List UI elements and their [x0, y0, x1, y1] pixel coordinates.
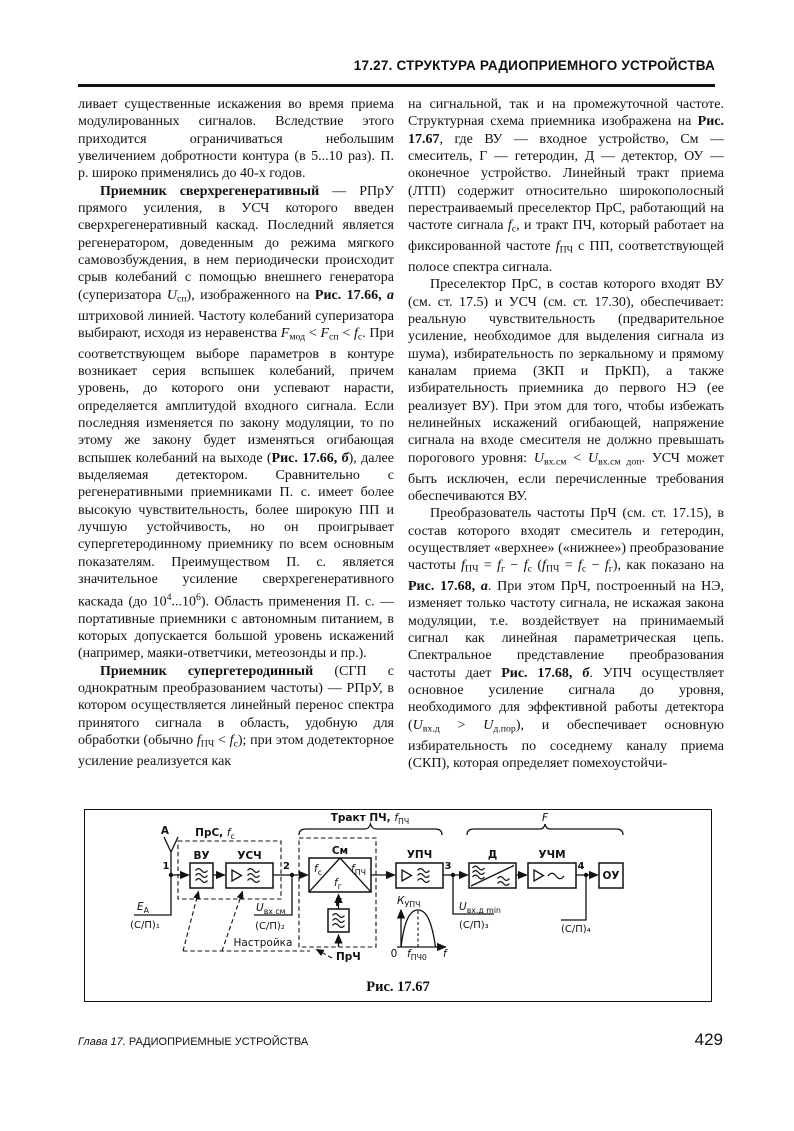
svg-text:См: См [331, 845, 349, 857]
text-run: − [505, 558, 524, 574]
heterodyne-block [328, 895, 349, 948]
text-run: < [566, 450, 589, 466]
text-run: . При этом ПрЧ, построенный на НЭ, изменяет только частоту сигнала, не искажая закона модуляции, т.е. воздействует на принимаемый сигнал как линейная параметрическая цепь. Спектральное представление преобразования частоты дает [408, 579, 724, 681]
text-run: с [357, 331, 363, 343]
block-detector [469, 849, 516, 888]
svg-text:fПЧ0: $f_{ПЧ0}$ [407, 948, 427, 962]
text-run: — РПрУ прямого усиления, в УСЧ которого введен сверхрегенеративный каскад. Последний является регенератором, доведенным до режима мягкого самовозбуждения, в нем периодически происходит срыв колебаний с помощью внешнего генератора (суперизатора [78, 183, 395, 303]
text-run: г [501, 563, 506, 575]
text-run: = [478, 558, 498, 574]
text-run: f [604, 558, 609, 574]
svg-text:fПЧ: $f_{ПЧ}$ [351, 863, 366, 877]
text-run: сп [329, 331, 339, 343]
text-run: F [280, 325, 290, 341]
brace-f [467, 812, 623, 835]
tuning-label: Настройка [233, 937, 293, 949]
svg-text:1: 1 [162, 861, 170, 872]
figure-caption: Рис. 17.67 [366, 979, 430, 995]
text-run: Рис. 17.66, [314, 287, 387, 303]
block-vu [190, 850, 213, 888]
text-run: (СГП с однократным преобразованием частоты) — РПрУ, в котором осуществляется линейный перенос спектра принятого сигнала в область, удобную для обработки (обычно [78, 663, 394, 748]
text-run: , и тракт ПЧ, который работает на фиксированной частоте [408, 218, 724, 255]
text-run: с [527, 563, 532, 575]
text-run: Рис. 17.66, [271, 450, 342, 466]
text-run: ПЧ [465, 563, 479, 575]
text-run: = [559, 558, 578, 574]
text-run: f [578, 558, 582, 574]
text-run: вх.см доп [598, 456, 642, 468]
right-column [408, 96, 724, 808]
block-usch [226, 850, 273, 888]
gain-curve [391, 895, 449, 962]
text-columns [78, 96, 724, 808]
text-run: ), и обеспечивает основную избирательность по соседнему каналу приема (СКП), которая определяет помехоустойчи- [408, 717, 724, 771]
text-run: с [511, 223, 517, 235]
text-run: , где ВУ — входное устройство, См — смеситель, Г — гетеродин, Д — детектор, ОУ — оконечное устройство. Линейный тракт приема (ЛТП) содержит относительно широкополосный перестраиваемый преселектор ПрС, работающий на частоте сигнала [408, 131, 724, 234]
axis-zero: 0 [390, 948, 398, 960]
paragraph [78, 663, 394, 771]
text-run: < [338, 325, 354, 341]
svg-text:ПрС, fс: ПрС, $f_с$ [195, 827, 235, 841]
text-run: f [555, 239, 560, 255]
svg-text:ВУ: ВУ [193, 850, 210, 862]
svg-text:3: 3 [444, 861, 452, 872]
text-run: ), изображенного на [186, 287, 315, 303]
chapter-title: РАДИОПРИЕМНЫЕ УСТРОЙСТВА [125, 1036, 309, 1048]
text-run: б [341, 450, 349, 466]
snr-label-1: (С/П)₁ [130, 920, 160, 931]
text-run: f [229, 732, 234, 748]
text-run: д.пор [493, 723, 516, 735]
text-run: Приемник супергетеродинный [100, 663, 314, 679]
text-run: . УПЧ осуществляет основное усиление сигнала до уровня, необходимого для эффективной работы детектора ( [408, 665, 724, 733]
text-run: . При соответствующем выборе параметров в контуре возникает серия вспышек колебаний, причем уровень, до которого они успевают нарасти, определяется амплитудой входного сигнала. Если последняя изменяется по закону модуляции, то по этому же закону будет изменяться огибающая вспышек колебаний на выходе ( [78, 325, 395, 466]
text-run: Рис. 17.68, [408, 579, 481, 595]
text-run: а [480, 579, 488, 595]
text-run: на сигнальной, так и на промежуточной частоте. Структурная схема приемника изображена на [408, 97, 724, 130]
receiver-block-diagram [85, 810, 710, 1000]
text-run: ПЧ [545, 563, 560, 575]
block-upch [396, 849, 443, 888]
text-run: штриховой линией. Частоту колебаний суперизатора выбирают, исходя из неравенства [78, 308, 394, 341]
svg-text:2: 2 [283, 861, 290, 872]
svg-text:Uвх см: $U_{вх см}$ [256, 902, 286, 916]
text-run: 6 [196, 591, 201, 603]
svg-text:УПЧ: УПЧ [406, 849, 433, 861]
text-run: вх.д [422, 723, 440, 735]
text-run: г [608, 563, 613, 575]
mixer-block [309, 845, 371, 892]
paragraph [78, 96, 394, 183]
text-run: ПЧ [200, 738, 215, 750]
text-run: U [483, 717, 494, 733]
figure-17-67 [84, 809, 712, 1002]
text-run: ( [531, 558, 542, 574]
svg-text:fс: $f_с$ [314, 863, 322, 877]
text-run: . УСЧ может быть исключен, если перечисленные требования обеспечиваются ВУ. [408, 450, 724, 504]
snr-label-2: (С/П)₂ [255, 921, 285, 932]
text-run: ), далее выделяемая детектором. Сравнительно с регенеративными приемниками П. с. имеет более высокую чувствительность, более широкую ПП и лучшую устойчивость, но он проигрывает супергетеродинному приемнику по всем основным показателям. Преимуществом П. с. является значительное усиление сверхрегенеративного каскада (до 10 [78, 450, 394, 610]
text-run: < [214, 732, 230, 748]
text-run: Преселектор ПрС, в состав которого входят ВУ (см. ст. 17.5) и УСЧ (см. ст. 17.30), обеспечивает: реальную чувствительность (предварительное усиление, необходимое для выделения сигнала из шума), избирательность по зеркальному и прямому каналам приема (ЗКП и ПрКП), а также избирательность приемника до первого НЭ (ее реализует ВУ). При этом для того, чтобы избежать нелинейных искажений огибающей, напряжение сигнала на входе смесителя не должно превышать порогового уровня: [408, 277, 724, 466]
text-run: U [533, 450, 544, 466]
svg-text:Uвх.д min: $U_{вх.д min}$ [459, 901, 501, 915]
text-run: f [542, 558, 546, 574]
text-run: Преобразователь частоты ПрЧ (см. ст. 17.15), в состав которого входят смеситель и гетеродин, осуществляет «верхнее» («нижнее») преобразование частоты [408, 506, 724, 574]
text-run: Приемник сверхрегенеративный [100, 183, 320, 199]
svg-text:fг: $f_г$ [334, 877, 342, 891]
text-run: f [497, 558, 502, 574]
text-run: > [439, 717, 484, 733]
text-run: Рис. 17.67 [408, 114, 724, 147]
paragraph [408, 96, 724, 276]
chapter-number: Глава 17. [78, 1036, 126, 1048]
text-run: f [196, 732, 201, 748]
text-run: ПЧ [559, 244, 574, 256]
svg-text:УСЧ: УСЧ [237, 850, 262, 862]
text-run: Рис. 17.68, [501, 665, 583, 681]
text-run: мод [289, 331, 306, 343]
block-ou [599, 863, 623, 888]
snr-label-3: (С/П)₃ [459, 920, 489, 931]
text-run: с ПП, соответствующей полосе спектра сигнала. [408, 239, 724, 275]
text-run: ). Область применения П. с. — портативные приемники с автономным питанием, в которых допускается большой уровень искажений (например, маяки-ответчики, метеозонды и пр.). [78, 594, 394, 662]
axis-f: f [443, 948, 447, 960]
text-run: ); при этом додетекторное усиление реализуется как [78, 732, 395, 769]
text-run: f [353, 325, 358, 341]
page-number: 429 [694, 1030, 723, 1049]
svg-text:КУПЧ: $К_{УПЧ}$ [397, 895, 421, 909]
text-run: 4 [166, 591, 172, 603]
text-run: f [461, 558, 466, 574]
block-uchm [528, 849, 576, 888]
svg-text:Тракт ПЧ, fПЧ: Тракт ПЧ, $f_{ПЧ}$ [330, 812, 410, 826]
text-run: < [305, 325, 321, 341]
svg-text:Г: Г [335, 897, 342, 909]
left-column [78, 96, 394, 808]
text-run: f [523, 558, 528, 574]
snr-label-4: (С/П)₄ [561, 924, 591, 935]
svg-text:ОУ: ОУ [602, 870, 620, 882]
svg-text:А: А [160, 825, 170, 837]
svg-text:Д: Д [487, 849, 498, 861]
text-run: б [582, 665, 590, 681]
svg-text:УЧМ: УЧМ [538, 849, 566, 861]
text-run: ...10 [171, 594, 196, 610]
paragraph [408, 276, 724, 505]
text-run: а [387, 287, 394, 303]
text-run: U [412, 717, 423, 733]
svg-text:F: F [541, 812, 549, 824]
node-2 [254, 861, 294, 932]
text-run: ливает существенные искажения во время приема модулированных сигналов. Вследствие этого приходится ограничиваться небольшим увеличением добротности контура (в 5...10 раз). П. р. широко применялись до 40-х годов. [78, 97, 394, 182]
paragraph [78, 183, 394, 663]
paragraph [408, 505, 724, 772]
text-run: U [588, 450, 599, 466]
node-1 [130, 861, 173, 931]
text-run: U [166, 287, 177, 303]
converter-label: ПрЧ [336, 951, 361, 963]
section-header: 17.27. СТРУКТУРА РАДИОПРИЕМНОГО УСТРОЙСТВА [353, 58, 715, 73]
text-run: − [586, 558, 605, 574]
text-run: вх.см [543, 456, 567, 468]
header-rule [78, 84, 715, 87]
text-run: с [581, 563, 587, 575]
svg-text:4: 4 [577, 861, 585, 872]
text-run: сп [176, 293, 187, 305]
text-run: ), как показано на [612, 558, 724, 574]
text-run: с [233, 738, 238, 750]
text-run: f [507, 218, 512, 234]
text-run: F [320, 325, 330, 341]
svg-text:EА: $E_А$ [137, 901, 149, 915]
